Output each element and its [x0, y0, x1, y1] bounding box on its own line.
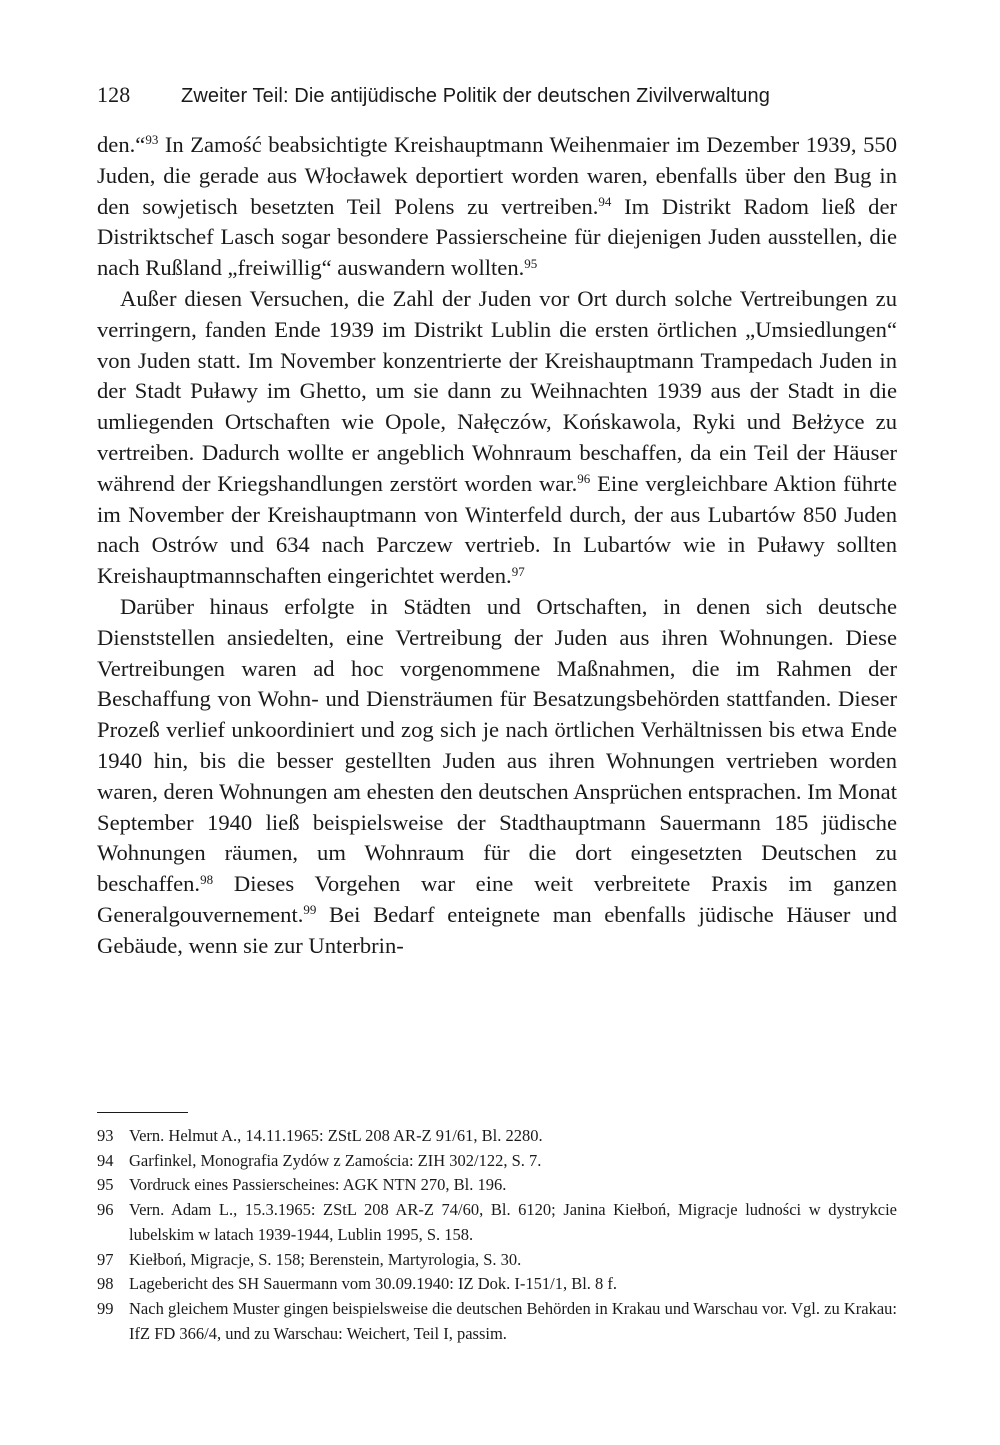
- footnote-text: Vern. Adam L., 15.3.1965: ZStL 208 AR-Z 74/60, Bl. 6120; Janina Kiełboń, Migracje ludności w dystrykcie lubelskim w latach 1939-1944, Lublin 1995, S. 158.: [129, 1200, 897, 1244]
- footnote: [97, 1149, 897, 1174]
- footnote: [97, 1248, 897, 1273]
- paragraph: [97, 284, 897, 592]
- paragraph: [97, 592, 897, 962]
- footnote-ref[interactable]: 96: [577, 471, 591, 487]
- footnote: [97, 1124, 897, 1149]
- footnote-number: 98: [97, 1274, 114, 1294]
- footnote-text: Kiełboń, Migracje, S. 158; Berenstein, Martyrologia, S. 30.: [129, 1249, 522, 1269]
- footnote-number: 95: [97, 1175, 114, 1195]
- text-segment: Bei Bedarf enteignete man ebenfalls jüdische Häuser und Gebäude, wenn sie zur Unterbrin-: [97, 901, 897, 958]
- text-segment: In Zamość beabsichtigte Kreishauptmann Weihenmaier im Dezember 1939, 550 Juden, die gerade aus Włocławek deportiert worden waren, ebenfalls über den Bug in den sowjetisch besetzten Teil Polens zu vertreiben.: [97, 132, 897, 219]
- footnote-ref[interactable]: 98: [200, 871, 214, 887]
- text-segment: Darüber hinaus erfolgte in Städten und Ortschaften, in denen sich deutsche Dienststellen ansiedelten, eine Vertreibung der Juden aus ihren Wohnungen. Diese Vertreibungen waren ad hoc vorgenommene Maßnahmen, die im Rahmen der Beschaffung von Wohn- und Diensträumen für Besatzungsbehörden stattfanden. Dieser Prozeß verlief unkoordiniert und zog sich je nach örtlichen Verhältnissen bis etwa Ende 1940 hin, bis die besser gestellten Juden aus ihren Wohnungen vertrieben worden waren, deren Wohnungen am ehesten den deutschen Ansprüchen entsprachen. Im Monat September 1940 ließ beispielsweise der Stadthauptmann Sauermann 185 jüdische Wohnungen räumen, um Wohnraum für die dort eingesetzten Deutschen zu beschaffen.: [97, 593, 897, 897]
- footnote-text: Vordruck eines Passierscheines: AGK NTN 270, Bl. 196.: [129, 1175, 507, 1195]
- text-segment: Eine vergleichbare Aktion führte im November der Kreishauptmann von Winterfeld durch, der aus Lubartów 850 Juden nach Ostrów und 634 nach Parczew vertrieb. In Lubartów wie in Puławy sollten Kreishauptmannschaften eingerichtet werden.: [97, 470, 897, 589]
- footnote-ref[interactable]: 99: [303, 902, 317, 918]
- footnote: [97, 1297, 897, 1346]
- running-header: [97, 80, 897, 111]
- text-segment: den.“: [97, 132, 146, 157]
- text-segment: Im Distrikt Radom ließ der Distriktschef Lasch sogar besondere Passierscheine für diejenigen Juden ausstellen, die nach Rußland „freiwillig“ auswandern wollten.: [97, 193, 898, 281]
- footnote-number: 96: [97, 1200, 114, 1220]
- footnote-divider: [97, 1112, 188, 1113]
- footnote-number: 93: [97, 1126, 114, 1145]
- footnote-ref[interactable]: 94: [598, 194, 612, 210]
- text-segment: Dieses Vorgehen war eine weit verbreitete Praxis im ganzen Generalgouvernement.: [97, 871, 897, 927]
- footnote-text: Nach gleichem Muster gingen beispielsweise die deutschen Behörden in Krakau und Warschau vor. Vgl. zu Krakau: IfZ FD 366/4, und zu Warschau: Weichert, Teil I, passim.: [129, 1298, 897, 1343]
- footnote-number: 97: [97, 1249, 114, 1269]
- footnotes: [97, 1124, 897, 1346]
- footnote-ref[interactable]: 93: [145, 132, 159, 148]
- footnote-number: 99: [97, 1298, 114, 1318]
- footnote-ref[interactable]: 97: [511, 563, 525, 579]
- paragraph: [97, 130, 897, 284]
- footnote: [97, 1198, 897, 1247]
- footnote-text: Vern. Helmut A., 14.11.1965: ZStL 208 AR-Z 91/61, Bl. 2280.: [129, 1126, 543, 1145]
- footnote-number: 94: [97, 1150, 114, 1170]
- footnote: [97, 1272, 897, 1297]
- footnote-text: Lagebericht des SH Sauermann vom 30.09.1940: IZ Dok. I-151/1, Bl. 8 f.: [129, 1274, 618, 1294]
- footnote-text: Garfinkel, Monografia Zydów z Zamościa: ZIH 302/122, S. 7.: [129, 1150, 542, 1170]
- text-segment: Außer diesen Versuchen, die Zahl der Juden vor Ort durch solche Vertreibungen zu verringern, fanden Ende 1939 im Distrikt Lublin die ersten örtlichen „Umsiedlungen“ von Juden statt. Im November konzentrierte der Kreishauptmann Trampedach Juden in der Stadt Puławy im Ghetto, um sie dann zu Weihnachten 1939 aus der Stadt in die umliegenden Ortschaften wie Opole, Nałęczów, Końskawola, Ryki und Bełżyce zu vertreiben. Dadurch wollte er angeblich Wohnraum beschaffen, da ein Teil der Häuser während der Kriegshandlungen zerstört worden war.: [97, 285, 897, 496]
- running-title: Zweiter Teil: Die antijüdische Politik der deutschen Zivilverwaltung: [181, 85, 770, 107]
- footnote: [97, 1173, 897, 1198]
- page-number: 128: [97, 82, 131, 107]
- footnote-ref[interactable]: 95: [524, 255, 538, 271]
- main-text: [97, 130, 897, 962]
